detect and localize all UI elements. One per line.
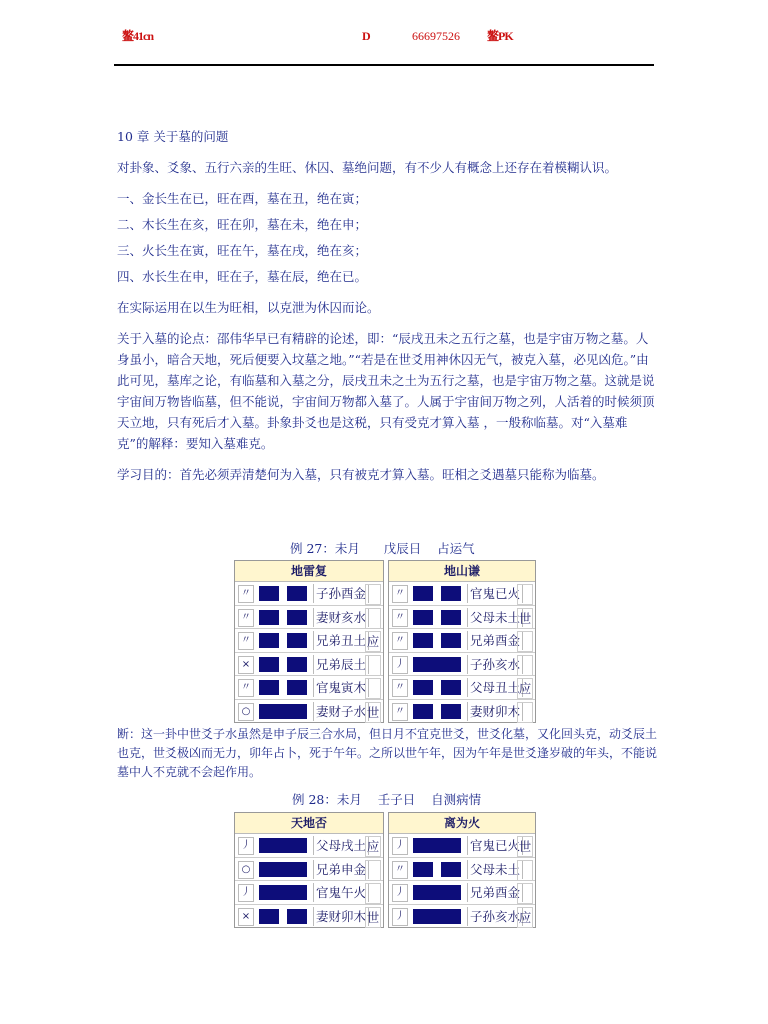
header-mark: D	[362, 29, 371, 43]
gua-name: 地山谦	[389, 561, 535, 582]
shi-ying-mark	[517, 584, 533, 605]
header-divider	[114, 64, 654, 66]
header-phone: 66697526	[412, 29, 460, 43]
yao-row	[235, 904, 383, 928]
intro-paragraph: 对卦象、爻象、五行六亲的生旺、休囚、墓绝问题，有不少人有概念上还存在着模糊认识。	[117, 160, 618, 175]
yao-change-mark: ○	[238, 703, 254, 721]
shi-ying-mark	[517, 860, 533, 881]
yao-row	[389, 699, 535, 723]
gua-name: 离为火	[389, 813, 535, 834]
yao-row	[235, 699, 383, 723]
usage-paragraph: 在实际运用在以生为旺相，以克泄为休囚而论。	[117, 300, 380, 315]
yao-change-mark: 〃	[238, 585, 254, 603]
example-27-analysis: 断：这一卦中世爻子水虽然是申子辰三合水局，但日月不宜克世爻，世爻化墓，又化回头克，动爻辰土也克，世爻极凶而无力，卯年占卜，死于午年。之所以世午年，因为午年是世爻逢岁破的年头，不能说墓中人不克就不会起作用。	[117, 727, 658, 779]
yao-label: 父母未土	[467, 860, 523, 879]
yang-line	[259, 862, 307, 877]
gua-name: 地雷复	[235, 561, 383, 582]
example-28-title: 例 28：未月 壬子日 自测病情	[292, 792, 482, 807]
header-right-text: 鳌PK	[487, 29, 513, 43]
shi-ying-mark: 应	[365, 631, 381, 652]
yao-row	[235, 628, 383, 652]
shi-ying-mark: 世	[517, 836, 533, 857]
yin-line	[259, 909, 307, 924]
yang-line	[413, 909, 461, 924]
yao-change-mark: 丿	[238, 884, 254, 902]
yao-change-mark: 丿	[238, 837, 254, 855]
yin-line	[413, 610, 461, 625]
yin-line	[413, 704, 461, 719]
yang-line	[413, 657, 461, 672]
yao-label: 官鬼午火	[313, 883, 369, 902]
yao-change-mark: 丿	[392, 837, 408, 855]
example-28-right-gua	[388, 812, 536, 928]
shi-ying-mark: 世	[517, 608, 533, 629]
yao-label: 子孙酉金	[313, 584, 369, 603]
yin-line	[259, 680, 307, 695]
yao-row	[235, 582, 383, 605]
yao-label: 官鬼已火	[467, 584, 523, 603]
yao-row	[389, 582, 535, 605]
yao-row	[389, 652, 535, 676]
list-item: 三、火长生在寅，旺在午，墓在戌，绝在亥；	[117, 243, 368, 258]
yang-line	[259, 885, 307, 900]
yao-change-mark: 〃	[392, 703, 408, 721]
shi-ying-mark: 应	[365, 836, 381, 857]
yao-row	[235, 880, 383, 904]
yao-label: 官鬼寅木	[313, 678, 369, 697]
yao-label: 妻财子水	[313, 702, 369, 721]
yao-change-mark: 丿	[392, 908, 408, 926]
yao-row	[235, 834, 383, 857]
shi-ying-mark	[365, 860, 381, 881]
yao-label: 官鬼已火	[467, 836, 523, 855]
yin-line	[259, 610, 307, 625]
yang-line	[413, 885, 461, 900]
yao-row	[389, 880, 535, 904]
yao-change-mark: 〃	[238, 679, 254, 697]
shi-ying-mark	[365, 655, 381, 676]
yao-row	[235, 675, 383, 699]
yin-line	[259, 586, 307, 601]
yao-row	[389, 605, 535, 629]
yao-label: 妻财亥水	[313, 608, 369, 627]
goal-paragraph: 学习目的：首先必须弄清楚何为入墓，只有被克才算入墓。旺相之爻遇墓只能称为临墓。	[117, 467, 605, 482]
yao-change-mark: 丿	[392, 884, 408, 902]
yao-change-mark: 〃	[392, 609, 408, 627]
shi-ying-mark	[517, 702, 533, 723]
example-27-right-gua	[388, 560, 536, 723]
list-item: 四、水长生在申，旺在子，墓在辰，绝在已。	[117, 269, 368, 284]
yao-change-mark: ×	[238, 908, 254, 926]
example-27-left-gua	[234, 560, 384, 723]
shi-ying-mark: 世	[365, 907, 381, 928]
yao-change-mark: 〃	[392, 632, 408, 650]
shi-ying-mark	[517, 631, 533, 652]
yao-change-mark: ×	[238, 656, 254, 674]
yao-change-mark: 丿	[392, 656, 408, 674]
yao-change-mark: 〃	[392, 585, 408, 603]
yang-line	[413, 838, 461, 853]
yao-label: 子孙亥水	[467, 655, 523, 674]
shi-ying-mark	[365, 678, 381, 699]
yao-row	[389, 904, 535, 928]
yao-label: 父母戌土	[313, 836, 369, 855]
yang-line	[259, 838, 307, 853]
shi-ying-mark	[517, 655, 533, 676]
shi-ying-mark	[365, 608, 381, 629]
yao-change-mark: 〃	[392, 861, 408, 879]
yao-row	[389, 857, 535, 881]
yao-label: 父母未土	[467, 608, 523, 627]
yao-label: 兄弟辰土	[313, 655, 369, 674]
yin-line	[413, 633, 461, 648]
yao-label: 妻财卯木	[313, 907, 369, 926]
shi-ying-mark: 世	[365, 702, 381, 723]
theory-paragraph: 关于入墓的论点：邵伟华早已有精辟的论述，即：“辰戌丑未之五行之墓，也是宇宙万物之墓。人身虽小，暗合天地，死后便要入坟墓之地。”“若是在世爻用神休囚无气，被克入墓，必见凶危。”由此可见，墓库之论，有临墓和入墓之分，辰戌丑未之土为五行之墓，也是宇宙万物之墓。这就是说宇宙间万物皆临墓，但不能说，宇宙间万物都入墓了。人属于宇宙间万物之列，人活着的时候须顶天立地，只有死后才入墓。卦象卦爻也是这税，只有受克才算入墓 ，一般称临墓。对“入墓难克”的解释：要知入墓难克。	[117, 331, 655, 451]
yao-row	[235, 605, 383, 629]
example-27-title: 例 27：未月 戊辰日 占运气	[290, 541, 475, 556]
yao-label: 兄弟申金	[313, 860, 369, 879]
rules-list	[117, 188, 657, 287]
yao-row	[389, 834, 535, 857]
chapter-title: 10 章 关于墓的问题	[117, 129, 229, 144]
yao-label: 子孙亥水	[467, 907, 523, 926]
yin-line	[413, 862, 461, 877]
yao-change-mark: 〃	[392, 679, 408, 697]
yao-label: 兄弟酉金	[467, 883, 523, 902]
yin-line	[413, 586, 461, 601]
yin-line	[413, 680, 461, 695]
yao-label: 兄弟丑土	[313, 631, 369, 650]
yao-change-mark: ○	[238, 861, 254, 879]
yao-change-mark: 〃	[238, 632, 254, 650]
shi-ying-mark	[365, 883, 381, 904]
document-body	[117, 126, 657, 495]
yao-change-mark: 〃	[238, 609, 254, 627]
list-item: 二、木长生在亥，旺在卯，墓在未，绝在申；	[117, 217, 368, 232]
yao-row	[235, 857, 383, 881]
example-28-left-gua	[234, 812, 384, 928]
yao-label: 妻财卯木	[467, 702, 523, 721]
yao-row	[389, 675, 535, 699]
shi-ying-mark	[365, 584, 381, 605]
yin-line	[259, 633, 307, 648]
yao-label: 父母丑土	[467, 678, 523, 697]
yao-row	[389, 628, 535, 652]
yin-line	[259, 657, 307, 672]
yang-line	[259, 704, 307, 719]
list-item: 一、金长生在已，旺在酉，墓在丑，绝在寅；	[117, 191, 368, 206]
gua-name: 天地否	[235, 813, 383, 834]
yao-label: 兄弟酉金	[467, 631, 523, 650]
shi-ying-mark: 应	[517, 907, 533, 928]
header-left-text: 鳌41cn	[122, 29, 154, 43]
shi-ying-mark: 应	[517, 678, 533, 699]
yao-row	[235, 652, 383, 676]
shi-ying-mark	[517, 883, 533, 904]
